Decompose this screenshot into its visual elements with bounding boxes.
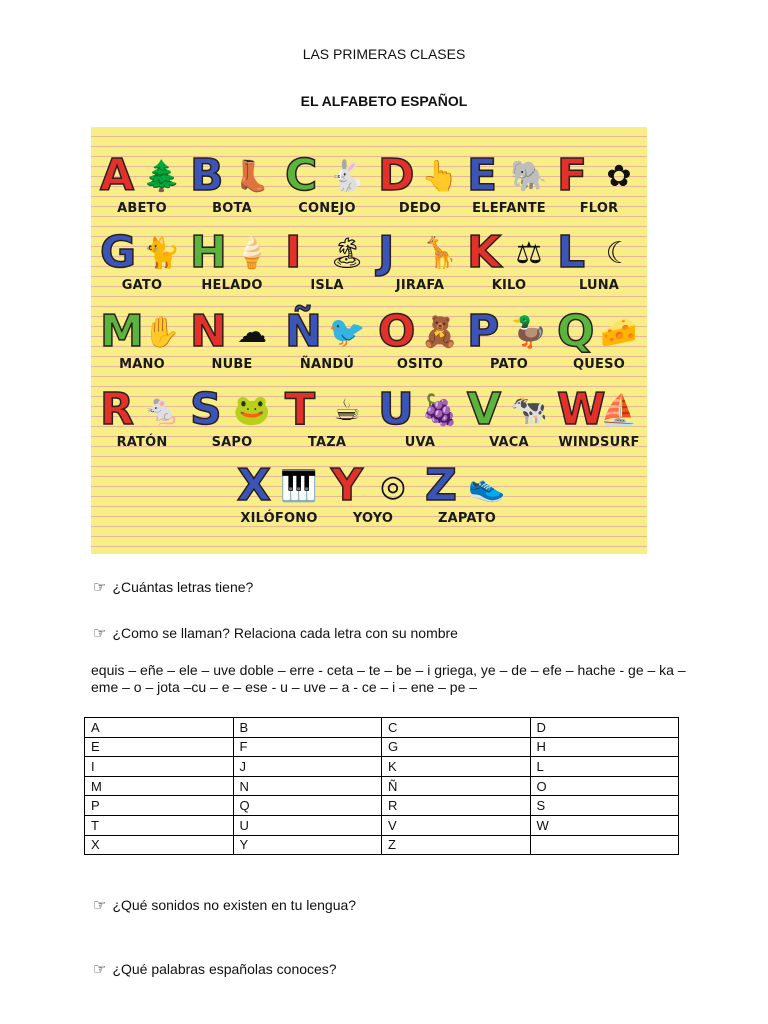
alphabet-poster (91, 127, 647, 554)
alphabet-card (186, 228, 278, 298)
cow-icon: 🐄 (510, 393, 548, 428)
alphabet-word: UVA (404, 435, 436, 450)
question-4-text: ¿Qué palabras españolas conoces? (112, 961, 337, 977)
finger-icon: 👆 (421, 159, 459, 194)
table-cell: O (530, 776, 679, 796)
table-cell: K (382, 757, 531, 777)
question-4 (93, 960, 337, 978)
alphabet-card (421, 461, 513, 531)
page-title: EL ALFABETO ESPAÑOL (300, 93, 468, 109)
alphabet-word: HELADO (201, 278, 263, 293)
mouse-icon: 🐁 (143, 393, 181, 428)
alphabet-letter: S (190, 384, 222, 435)
table-row (85, 737, 679, 757)
alphabet-card (553, 228, 645, 298)
alphabet-card (374, 307, 466, 377)
duck-icon: 🦆 (510, 315, 548, 350)
table-cell: T (85, 815, 234, 835)
letter-names-list: equis – eñe – ele – uve doble – erre - ceta – te – be – i griega, ye – de – efe – hache - ge – ka – eme – o – jota –cu – e – ese - u – uve – a - ce – i – ene – pe – (91, 662, 686, 695)
alphabet-word: XILÓFONO (240, 511, 318, 526)
pointing-hand-icon: ☞ (93, 624, 107, 642)
alphabet-word: FLOR (579, 201, 619, 216)
alphabet-card (463, 307, 555, 377)
alphabet-letter: T (285, 384, 316, 435)
alphabet-word: ELEFANTE (472, 201, 546, 216)
alphabet-letter: J (378, 227, 395, 278)
alphabet-card (96, 151, 188, 221)
alphabet-word: YOYO (352, 511, 394, 526)
question-1-text: ¿Cuántas letras tiene? (112, 579, 254, 595)
table-cell: D (530, 718, 679, 738)
question-2-text: ¿Como se llaman? Relaciona cada letra con su nombre (112, 625, 458, 641)
alphabet-letter: U (378, 384, 414, 435)
alphabet-word: LUNA (578, 278, 620, 293)
teddy-bear-icon: 🧸 (421, 315, 459, 350)
letters-table (84, 717, 679, 855)
alphabet-letter: F (557, 150, 588, 201)
table-cell: I (85, 757, 234, 777)
alphabet-card (374, 385, 466, 455)
table-cell: E (85, 737, 234, 757)
table-cell: S (530, 796, 679, 816)
alphabet-card (233, 461, 325, 531)
table-cell: M (85, 776, 234, 796)
alphabet-card (186, 385, 278, 455)
elephant-icon: 🐘 (510, 159, 548, 194)
shoe-icon: 👟 (468, 469, 506, 504)
table-cell: W (530, 815, 679, 835)
alphabet-card (186, 307, 278, 377)
alphabet-word: RATÓN (116, 435, 168, 450)
rabbit-icon: 🐇 (328, 159, 366, 194)
table-cell: Ñ (382, 776, 531, 796)
alphabet-card (96, 228, 188, 298)
alphabet-card (553, 151, 645, 221)
alphabet-word: ISLA (310, 278, 344, 293)
rhea-icon: 🐦 (328, 315, 366, 350)
table-cell (530, 835, 679, 855)
alphabet-letter: D (378, 150, 415, 201)
alphabet-word: CONEJO (298, 201, 356, 216)
cloud-icon: ☁ (237, 315, 267, 350)
alphabet-word: VACA (489, 435, 529, 450)
question-3 (93, 896, 356, 914)
table-cell: V (382, 815, 531, 835)
table-cell: Q (233, 796, 382, 816)
alphabet-card (186, 151, 278, 221)
question-3-text: ¿Qué sonidos no existen en tu lengua? (112, 897, 357, 913)
island-icon: 🏝 (327, 236, 367, 271)
alphabet-letter: V (467, 384, 502, 435)
table-cell: Z (382, 835, 531, 855)
question-2 (93, 624, 458, 642)
alphabet-letter: M (100, 306, 144, 357)
yoyo-icon: ◎ (379, 469, 407, 504)
alphabet-word: ÑANDÚ (299, 357, 355, 372)
table-cell: H (530, 737, 679, 757)
table-row (85, 796, 679, 816)
alphabet-word: WINDSURF (558, 435, 640, 450)
frog-icon: 🐸 (233, 393, 271, 428)
alphabet-word: OSITO (396, 357, 444, 372)
table-cell: B (233, 718, 382, 738)
alphabet-word: TAZA (307, 435, 347, 450)
windsurf-icon: ⛵ (600, 393, 638, 428)
alphabet-word: JIRAFA (395, 278, 445, 293)
alphabet-card (96, 385, 188, 455)
alphabet-card (463, 228, 555, 298)
pointing-hand-icon: ☞ (93, 896, 107, 914)
alphabet-card (281, 151, 373, 221)
table-cell: C (382, 718, 531, 738)
alphabet-letter: K (467, 227, 502, 278)
alphabet-word: BOTA (212, 201, 252, 216)
table-cell: G (382, 737, 531, 757)
table-cell: P (85, 796, 234, 816)
weight-icon: ⚖ (515, 236, 543, 271)
flower-icon: ✿ (606, 159, 632, 194)
boot-icon: 👢 (233, 159, 271, 194)
question-1 (93, 578, 253, 596)
table-row (85, 815, 679, 835)
alphabet-letter: G (100, 227, 137, 278)
alphabet-letter: B (190, 150, 224, 201)
table-cell: Y (233, 835, 382, 855)
alphabet-letter: O (378, 306, 416, 357)
alphabet-card (281, 385, 373, 455)
alphabet-letter: Ñ (285, 306, 322, 357)
table-cell: F (233, 737, 382, 757)
ice-cream-icon: 🍦 (233, 236, 271, 271)
alphabet-card (553, 307, 645, 377)
alphabet-word: NUBE (211, 357, 253, 372)
pointing-hand-icon: ☞ (93, 960, 107, 978)
alphabet-card (463, 151, 555, 221)
alphabet-word: ZAPATO (438, 511, 496, 526)
alphabet-card (281, 307, 373, 377)
alphabet-word: GATO (121, 278, 163, 293)
alphabet-word: ABETO (117, 201, 167, 216)
table-cell: R (382, 796, 531, 816)
alphabet-card (463, 385, 555, 455)
table-cell: X (85, 835, 234, 855)
cheese-icon: 🧀 (600, 315, 638, 350)
alphabet-letter: H (190, 227, 227, 278)
hand-icon: ✋ (143, 315, 181, 350)
xylophone-icon: 🎹 (280, 469, 318, 504)
alphabet-letter: I (285, 227, 302, 278)
table-cell: U (233, 815, 382, 835)
table-cell: A (85, 718, 234, 738)
alphabet-letter: X (237, 460, 271, 511)
alphabet-card (281, 228, 373, 298)
cat-icon: 🐈 (143, 236, 181, 271)
alphabet-card (374, 151, 466, 221)
table-cell: J (233, 757, 382, 777)
alphabet-card (374, 228, 466, 298)
tree-icon: 🌲 (143, 159, 181, 194)
alphabet-letter: C (285, 150, 318, 201)
alphabet-letter: L (557, 227, 586, 278)
pointing-hand-icon: ☞ (93, 578, 107, 596)
alphabet-word: KILO (491, 278, 527, 293)
table-row (85, 835, 679, 855)
alphabet-letter: N (190, 306, 227, 357)
giraffe-icon: 🦒 (421, 236, 459, 271)
grapes-icon: 🍇 (421, 393, 459, 428)
alphabet-letter: P (467, 306, 500, 357)
alphabet-card (327, 461, 419, 531)
table-cell: L (530, 757, 679, 777)
alphabet-word: DEDO (398, 201, 442, 216)
alphabet-word: SAPO (211, 435, 253, 450)
alphabet-letter: Z (425, 460, 457, 511)
table-row (85, 718, 679, 738)
page-subtitle: LAS PRIMERAS CLASES (302, 46, 466, 62)
alphabet-card (553, 385, 645, 455)
cup-icon: ☕ (333, 393, 361, 428)
table-row (85, 776, 679, 796)
alphabet-letter: A (100, 150, 135, 201)
alphabet-card (96, 307, 188, 377)
alphabet-letter: Q (557, 306, 595, 357)
moon-icon: ☾ (605, 236, 633, 271)
alphabet-word: PATO (489, 357, 529, 372)
table-cell: N (233, 776, 382, 796)
alphabet-word: MANO (119, 357, 165, 372)
table-row (85, 757, 679, 777)
alphabet-letter: R (100, 384, 134, 435)
alphabet-letter: E (467, 150, 498, 201)
alphabet-letter: W (557, 384, 606, 435)
alphabet-word: QUESO (573, 357, 625, 372)
alphabet-letter: Y (331, 460, 363, 511)
